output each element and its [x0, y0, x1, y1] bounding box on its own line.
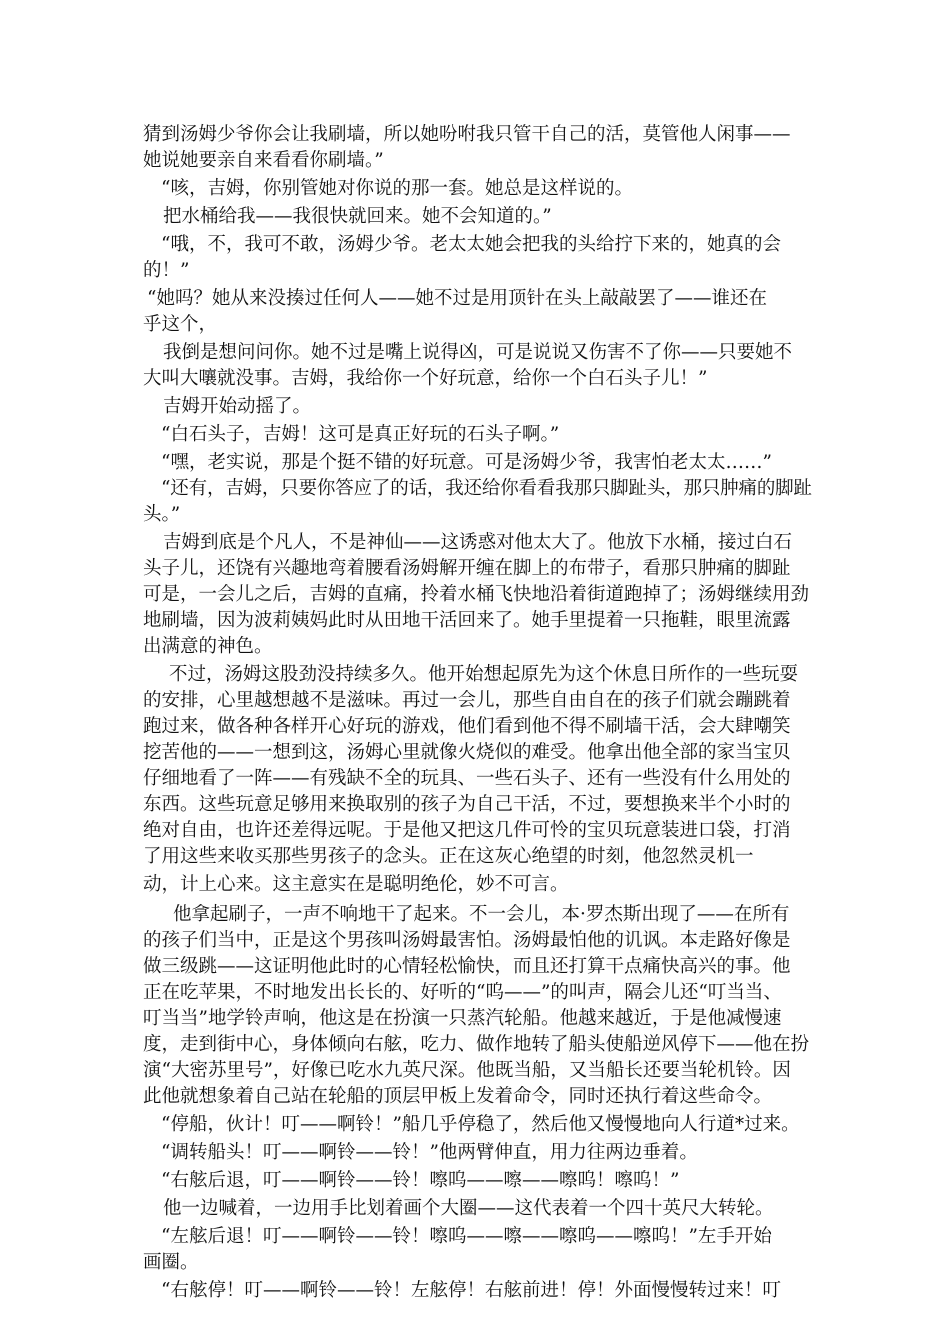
- text-line: “哦，不，我可不敢，汤姆少爷。老太太她会把我的头给拧下来的，她真的会: [161, 234, 781, 255]
- text-line: 仔细地看了一阵——有残缺不全的玩具、一些石头子、还有一些没有什么用处的: [143, 768, 791, 789]
- text-line: 可是，一会儿之后，吉姆的直痛，拎着水桶飞快地沿着街道跑掉了；汤姆继续用劲: [143, 584, 810, 605]
- text-line: “白石头子，吉姆！这可是真正好玩的石头子啊。”: [161, 424, 560, 445]
- text-line: 吉姆开始动摇了。: [163, 396, 312, 417]
- text-line: “还有，吉姆，只要你答应了的话，我还给你看看我那只脚趾头，那只肿痛的脚趾: [161, 478, 812, 499]
- text-line: 头子儿，还饶有兴趣地弯着腰看汤姆解开缠在脚上的布带子，看那只肿痛的脚趾: [143, 558, 791, 579]
- text-line: 此他就想象着自己站在轮船的顶层甲板上发着命令，同时还执行着这些命令。: [143, 1086, 773, 1107]
- text-line: 我倒是想问问你。她不过是嘴上说得凶，可是说说又伤害不了你——只要她不: [163, 342, 793, 363]
- text-line: “停船，伙计！叮——啊铃！”船几乎停稳了，然后他又慢慢地向人行道*过来。: [161, 1114, 800, 1135]
- text-line: 画圈。: [143, 1252, 199, 1273]
- text-line: 的孩子们当中，正是这个男孩叫汤姆最害怕。汤姆最怕他的讥讽。本走路好像是: [143, 930, 791, 951]
- text-line: 正在吃苹果，不时地发出长长的、好听的“呜——”的叫声，隔会儿还“叮当当、: [143, 982, 782, 1003]
- text-line: 跑过来，做各种各样开心好玩的游戏，他们看到他不得不刷墙干活，会大肆嘲笑: [143, 716, 791, 737]
- text-line: “右舷后退，叮——啊铃——铃！嚓呜——嚓——嚓呜！嚓呜！”: [161, 1170, 680, 1191]
- text-line: “调转船头！叮——啊铃——铃！”他两臂伸直，用力往两边垂着。: [161, 1142, 698, 1163]
- text-line: 的安排，心里越想越不是滋味。再过一会儿，那些自由自在的孩子们就会蹦跳着: [143, 690, 791, 711]
- text-line: 乎这个，: [143, 314, 218, 335]
- text-line: 东西。这些玩意足够用来换取别的孩子为自己干活，不过，要想换来半个小时的: [143, 794, 791, 815]
- text-line: 头。”: [143, 504, 181, 525]
- text-line: 做三级跳——这证明他此时的心情轻松愉快，而且还打算干点痛快高兴的事。他: [143, 956, 791, 977]
- text-line: 地刷墙，因为波莉姨妈此时从田地干活回来了。她手里提着一只拖鞋，眼里流露: [143, 610, 791, 631]
- text-line: 他一边喊着，一边用手比划着画个大圈——这代表着一个四十英尺大转轮。: [163, 1198, 774, 1219]
- text-line: 吉姆到底是个凡人，不是神仙——这诱惑对他太大了。他放下水桶，接过白石: [163, 532, 793, 553]
- text-line: 猜到汤姆少爷你会让我刷墙，所以她吩咐我只管干自己的活，莫管他人闲事——: [143, 124, 791, 145]
- text-line: 动，计上心来。这主意实在是聪明绝伦，妙不可言。: [143, 874, 569, 895]
- text-line: “她吗？她从来没揍过任何人——她不过是用顶针在头上敲敲罢了——谁还在: [147, 288, 767, 309]
- text-line: 度，走到街中心，身体倾向右舷，吃力、做作地转了船头使船逆风停下——他在扮: [143, 1034, 810, 1055]
- text-line: “右舷停！叮——啊铃——铃！左舷停！右舷前进！停！外面慢慢转过来！叮: [161, 1280, 781, 1301]
- text-line: 出满意的神色。: [143, 636, 273, 657]
- text-line: 她说她要亲自来看看你刷墙。”: [143, 150, 384, 171]
- text-line: 大叫大嚷就没事。吉姆，我给你一个好玩意，给你一个白石头子儿！”: [143, 368, 708, 389]
- text-line: 的！”: [143, 260, 190, 281]
- text-line: 叮当当”地学铃声响，他这是在扮演一只蒸汽轮船。他越来越近，于是他减慢速: [143, 1008, 782, 1029]
- text-line: 把水桶给我——我很快就回来。她不会知道的。”: [163, 206, 552, 227]
- text-line: 不过，汤姆这股劲没持续多久。他开始想起原先为这个休息日所作的一些玩耍: [169, 664, 799, 685]
- text-line: “咳，吉姆，你别管她对你说的那一套。她总是这样说的。: [161, 178, 633, 199]
- text-line: 他拿起刷子，一声不响地干了起来。不一会儿，本·罗杰斯出现了——在所有: [173, 904, 790, 925]
- text-line: “左舷后退！叮——啊铃——铃！嚓呜——嚓——嚓呜——嚓呜！”左手开始: [161, 1226, 772, 1247]
- text-line: 挖苦他的——一想到这，汤姆心里就像火烧似的难受。他拿出他全部的家当宝贝: [143, 742, 791, 763]
- text-line: 绝对自由，也许还差得远呢。于是他又把这几件可怜的宝贝玩意装进口袋，打消: [143, 820, 791, 841]
- text-line: 了用这些来收买那些男孩子的念头。正在这灰心绝望的时刻，他忽然灵机一: [143, 846, 754, 867]
- text-line: “嘿，老实说，那是个挺不错的好玩意。可是汤姆少爷，我害怕老太太……”: [161, 452, 772, 473]
- text-line: 演“大密苏里号”，好像已吃水九英尺深。他既当船，又当船长还要当轮机铃。因: [143, 1060, 791, 1081]
